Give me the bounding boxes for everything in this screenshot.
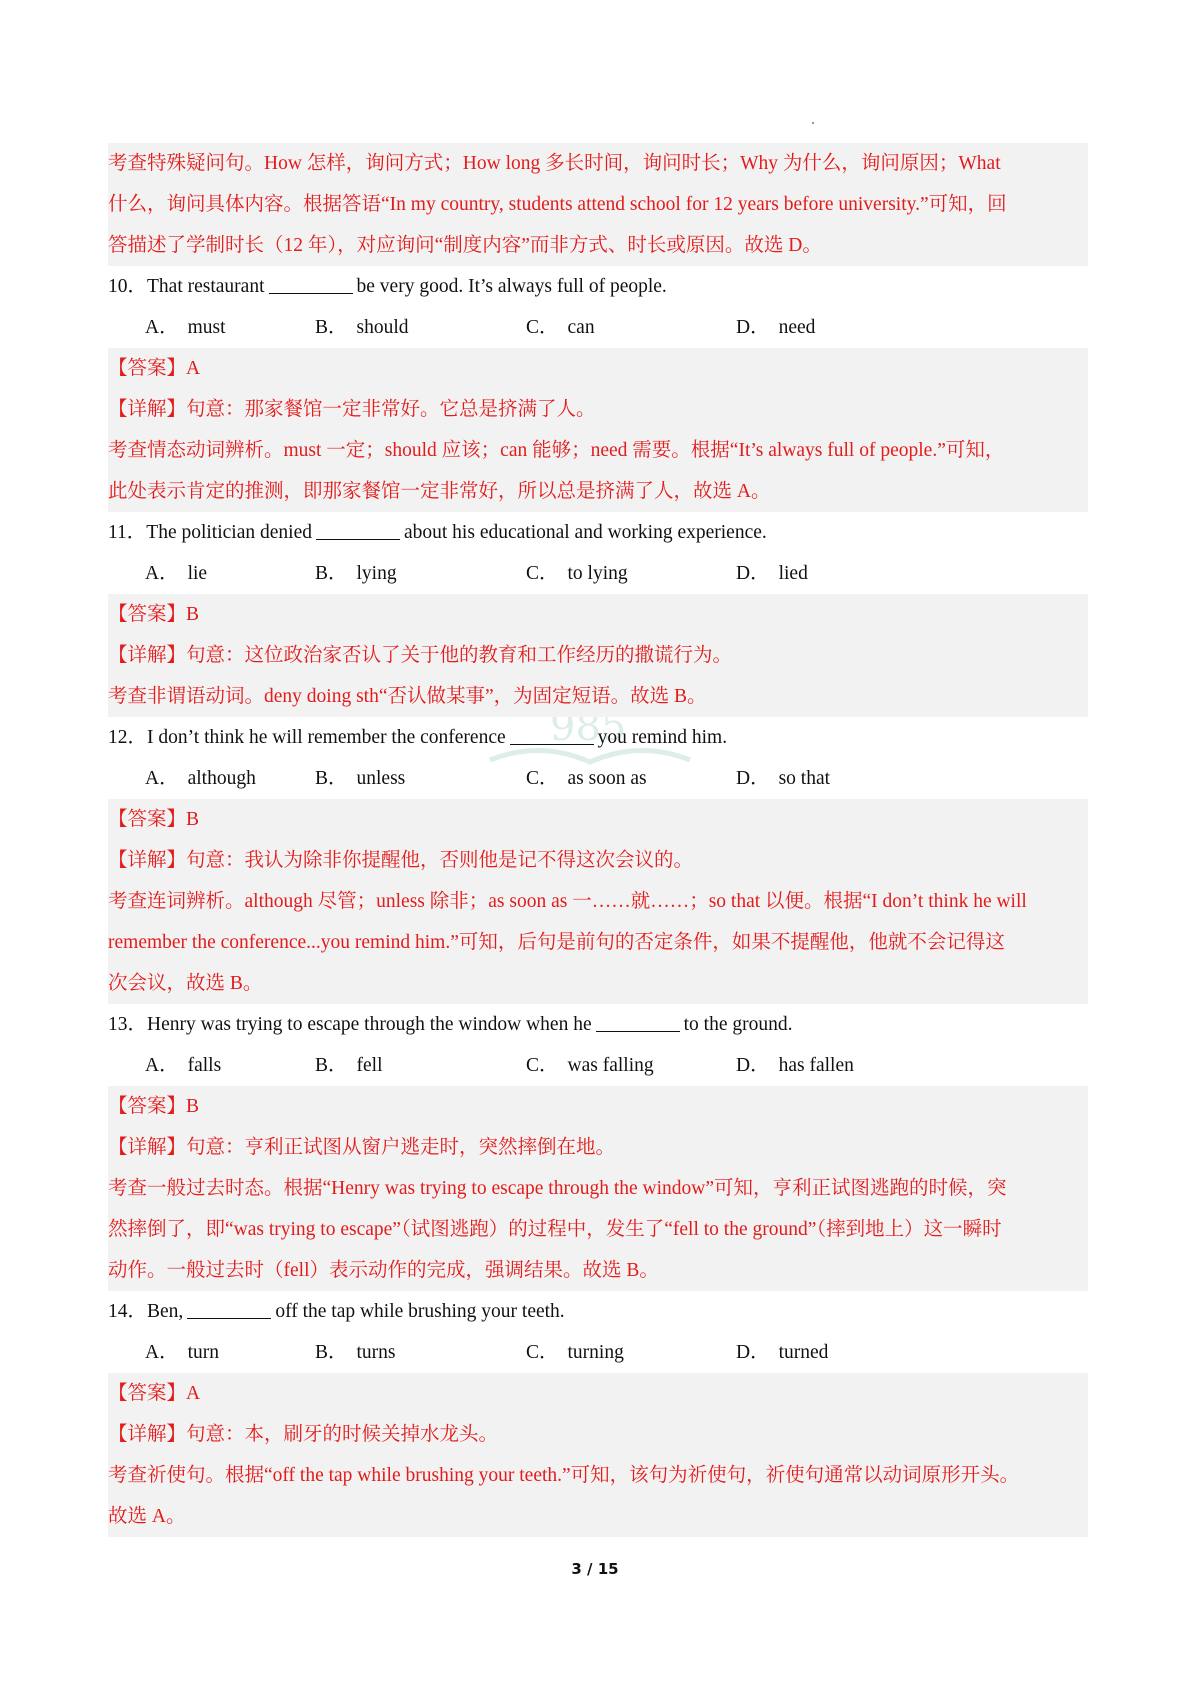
options-row bbox=[108, 758, 1088, 799]
answer-block bbox=[108, 1086, 1088, 1291]
explanation-line: 考查连词辨析。although 尽管；unless 除非；as soon as 一……就……；so that 以便。根据“I don’t think he will bbox=[108, 891, 1027, 912]
answer-label: 【答案】A bbox=[108, 1383, 201, 1404]
options-row bbox=[108, 307, 1088, 348]
option-c: C． to lying bbox=[526, 563, 628, 584]
option-d: D． turned bbox=[736, 1342, 829, 1363]
option-b: B． should bbox=[315, 317, 409, 338]
options-row bbox=[108, 1045, 1088, 1086]
answer-block bbox=[108, 1373, 1088, 1537]
question-stem: 13．Henry was trying to escape through the window when he to the ground. bbox=[108, 1004, 1088, 1045]
answer-blank bbox=[596, 1009, 680, 1032]
analysis-line: 考查特殊疑问句。How 怎样，询问方式；How long 多长时间，询问时长；Why 为什么，询问原因；What bbox=[108, 153, 1001, 174]
explanation-line: 【详解】句意：这位政治家否认了关于他的教育和工作经历的撒谎行为。 bbox=[108, 645, 733, 666]
question-13 bbox=[108, 1004, 1088, 1291]
explanation-line: 此处表示肯定的推测，即那家餐馆一定非常好，所以总是挤满了人，故选 A。 bbox=[108, 481, 771, 502]
answer-label: 【答案】B bbox=[108, 1096, 200, 1117]
explanation-line: 故选 A。 bbox=[108, 1506, 186, 1527]
option-d: D． has fallen bbox=[736, 1055, 854, 1076]
explanation-line: 【详解】句意：亨利正试图从窗户逃走时，突然摔倒在地。 bbox=[108, 1137, 616, 1158]
explanation-line: 考查祈使句。根据“off the tap while brushing your teeth.”可知，该句为祈使句，祈使句通常以动词原形开头。 bbox=[108, 1465, 1020, 1486]
question-12 bbox=[108, 717, 1088, 1004]
question-14 bbox=[108, 1291, 1088, 1537]
option-a: A． lie bbox=[145, 563, 208, 584]
option-a: A． although bbox=[145, 768, 256, 789]
question-stem: 10．That restaurant be very good. It’s always full of people. bbox=[108, 266, 1088, 307]
option-a: A． falls bbox=[145, 1055, 222, 1076]
stray-dot bbox=[812, 122, 814, 124]
answer-label: 【答案】B bbox=[108, 604, 200, 625]
document-page bbox=[108, 143, 1088, 1537]
answer-label: 【答案】A bbox=[108, 358, 201, 379]
option-a: A． must bbox=[145, 317, 226, 338]
option-c: C． turning bbox=[526, 1342, 624, 1363]
option-b: B． lying bbox=[315, 563, 397, 584]
explanation-line: 考查一般过去时态。根据“Henry was trying to escape through the window”可知，亨利正试图逃跑的时候，突 bbox=[108, 1178, 1007, 1199]
page-number: 3 / 15 bbox=[571, 1560, 619, 1578]
option-d: D． lied bbox=[736, 563, 808, 584]
prev-analysis-block bbox=[108, 143, 1088, 266]
question-stem: 12．I don’t think he will remember the conference you remind him. bbox=[108, 717, 1088, 758]
options-row bbox=[108, 553, 1088, 594]
option-d: D． need bbox=[736, 317, 816, 338]
answer-blank bbox=[187, 1296, 271, 1319]
explanation-line: 考查情态动词辨析。must 一定；should 应该；can 能够；need 需要。根据“It’s always full of people.”可知， bbox=[108, 440, 1005, 461]
question-stem: 11．The politician denied about his educational and working experience. bbox=[108, 512, 1088, 553]
explanation-line: 次会议，故选 B。 bbox=[108, 973, 263, 994]
option-b: B． fell bbox=[315, 1055, 383, 1076]
explanation-line: 动作。一般过去时（fell）表示动作的完成，强调结果。故选 B。 bbox=[108, 1260, 659, 1281]
question-11 bbox=[108, 512, 1088, 717]
answer-blank bbox=[510, 722, 594, 745]
explanation-line: remember the conference...you remind him.”可知，后句是前句的否定条件，如果不提醒他，他就不会记得这 bbox=[108, 932, 1005, 953]
answer-blank bbox=[269, 271, 353, 294]
answer-block bbox=[108, 594, 1088, 717]
answer-label: 【答案】B bbox=[108, 809, 200, 830]
explanation-line: 【详解】句意：那家餐馆一定非常好。它总是挤满了人。 bbox=[108, 399, 596, 420]
option-d: D． so that bbox=[736, 768, 831, 789]
option-c: C． as soon as bbox=[526, 768, 647, 789]
option-a: A． turn bbox=[145, 1342, 220, 1363]
explanation-line: 【详解】句意：本，刷牙的时候关掉水龙头。 bbox=[108, 1424, 499, 1445]
answer-block bbox=[108, 799, 1088, 1004]
answer-block bbox=[108, 348, 1088, 512]
question-stem: 14．Ben, off the tap while brushing your teeth. bbox=[108, 1291, 1088, 1332]
explanation-line: 然摔倒了，即“was trying to escape”（试图逃跑）的过程中，发生了“fell to the ground”（摔到地上）这一瞬时 bbox=[108, 1219, 1002, 1240]
explanation-line: 考查非谓语动词。deny doing sth“否认做某事”，为固定短语。故选 B。 bbox=[108, 686, 707, 707]
svg-text:985: 985 bbox=[550, 704, 627, 750]
option-b: B． unless bbox=[315, 768, 406, 789]
option-c: C． can bbox=[526, 317, 595, 338]
option-b: B． turns bbox=[315, 1342, 396, 1363]
analysis-line: 答描述了学制时长（12 年），对应询问“制度内容”而非方式、时长或原因。故选 D。 bbox=[108, 235, 822, 256]
question-10 bbox=[108, 266, 1088, 512]
analysis-line: 什么，询问具体内容。根据答语“In my country, students attend school for 12 years before university.”可知，回 bbox=[108, 194, 1007, 215]
options-row bbox=[108, 1332, 1088, 1373]
explanation-line: 【详解】句意：我认为除非你提醒他，否则他是记不得这次会议的。 bbox=[108, 850, 694, 871]
answer-blank bbox=[316, 517, 400, 540]
option-c: C． was falling bbox=[526, 1055, 654, 1076]
